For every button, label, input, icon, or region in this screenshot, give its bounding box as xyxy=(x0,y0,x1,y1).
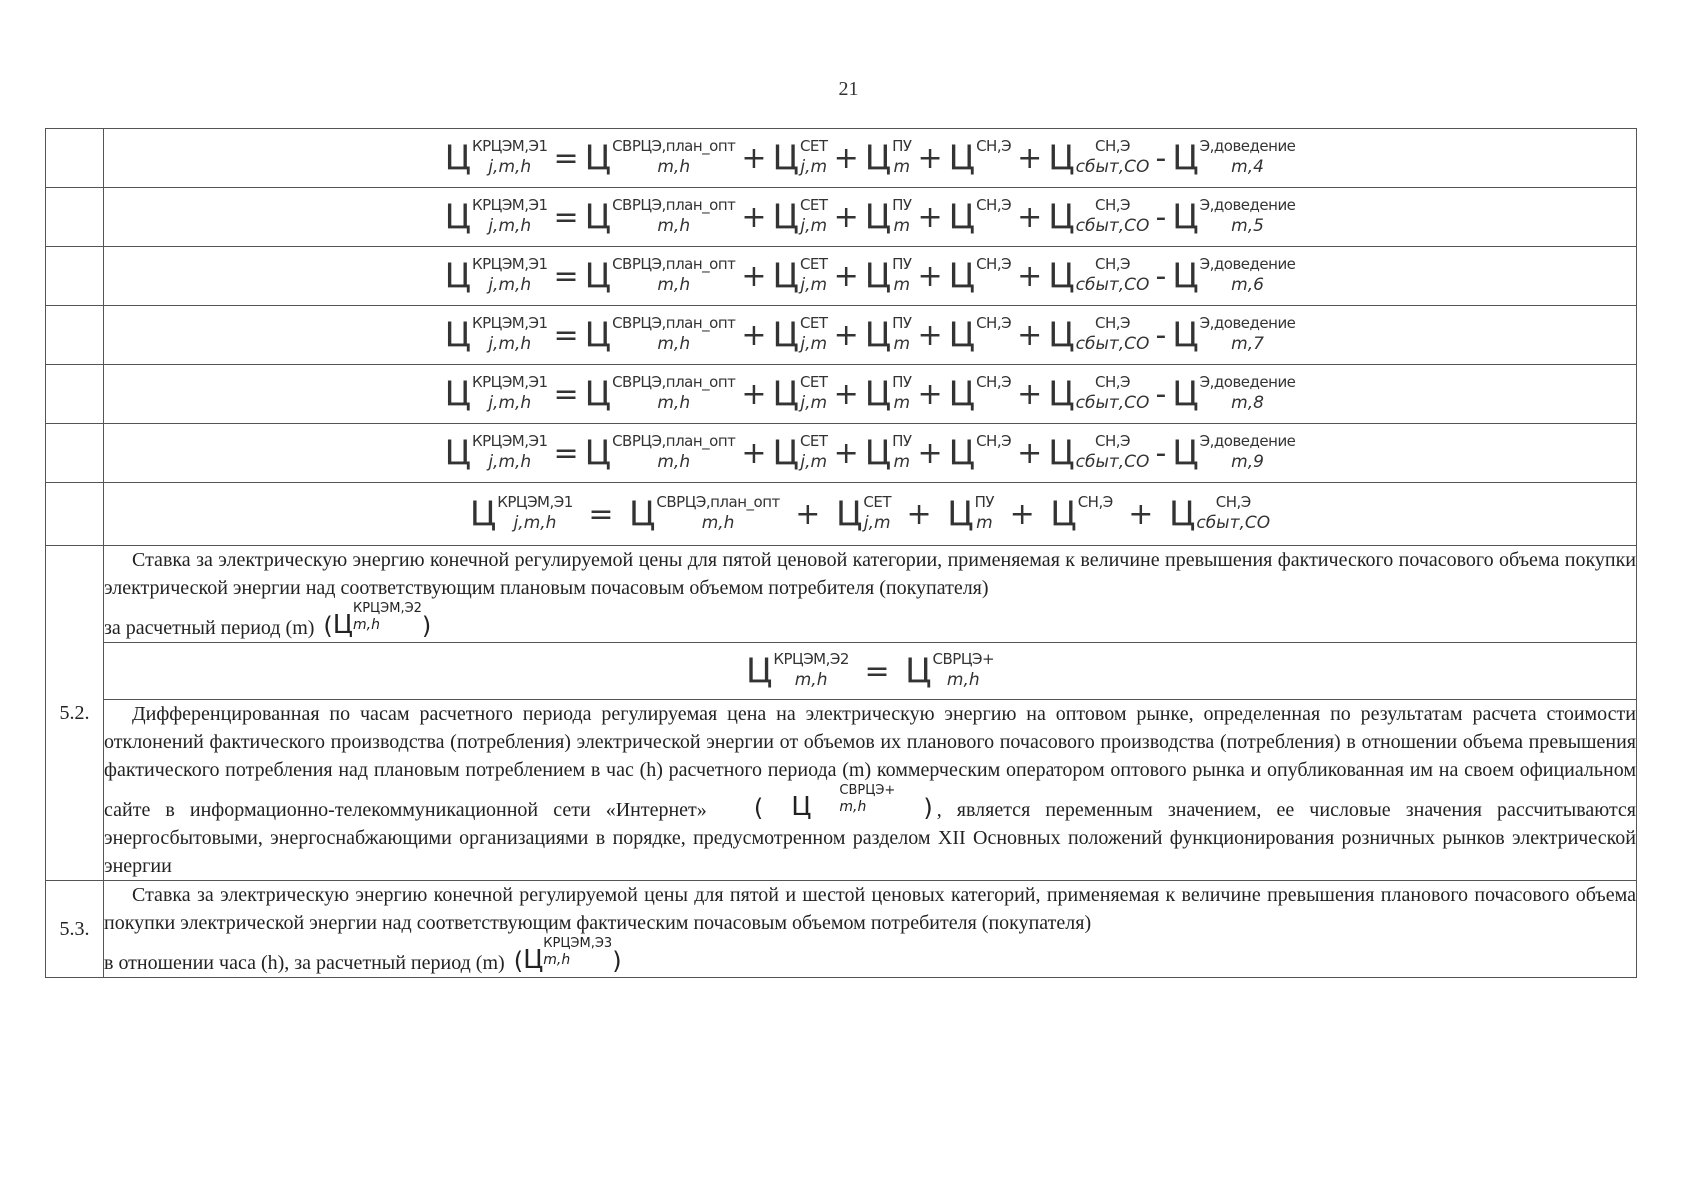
formula-e2: Ц КРЦЭМ,Э2 m,h = Ц СВРЦЭ+ m,h xyxy=(104,643,1637,700)
formula-row xyxy=(46,188,1637,247)
operator: + xyxy=(1017,140,1043,176)
formula-symbol: Ц СЕТ j,m xyxy=(772,196,828,237)
formula-symbol: Ц СВРЦЭ,план_опт m,h xyxy=(584,255,736,296)
formula-symbol: Ц Э,доведение m,6 xyxy=(1172,255,1296,296)
operator: + xyxy=(833,199,859,235)
operator: - xyxy=(1155,199,1167,235)
formula-symbol: Ц СН,Э xyxy=(948,432,1012,473)
operator: + xyxy=(833,376,859,412)
operator: + xyxy=(1017,435,1043,471)
operator: + xyxy=(1017,258,1043,294)
operator: = xyxy=(553,435,579,471)
formula-symbol: Ц СВРЦЭ,план_опт m,h xyxy=(584,373,736,414)
operator: = xyxy=(553,317,579,353)
formula-symbol: Ц СН,Э сбыт,СО xyxy=(1048,314,1150,355)
operator: - xyxy=(1155,435,1167,471)
operator: - xyxy=(1155,258,1167,294)
formula-symbol: Ц СВРЦЭ,план_опт m,h xyxy=(584,137,736,178)
operator: + xyxy=(917,317,943,353)
operator: + xyxy=(833,140,859,176)
operator: + xyxy=(741,258,767,294)
operator: + xyxy=(1017,199,1043,235)
operator: + xyxy=(917,376,943,412)
symbol-svrce-plus: ( Ц СВРЦЭ+ m,h ) xyxy=(753,783,933,822)
text-5-3: Ставка за электрическую энергию конечной регулируемой цены для пятой и шестой ценовых категорий, применяемая к величине превышения планового почасового объема покупки электрической энергии над соответствующим фактическим почасовым объемом потребителя (покупателя) в отношении часа (h), за расчетный период (m) ( Ц КРЦЭМ,Э3 m,h ) xyxy=(104,881,1637,978)
formula-symbol: Ц ПУ m xyxy=(864,314,912,355)
operator: + xyxy=(1017,317,1043,353)
formula-symbol: Ц КРЦЭМ,Э1 j,m,h xyxy=(444,255,548,296)
formula-symbol: Ц СН,Э xyxy=(948,137,1012,178)
operator: + xyxy=(741,376,767,412)
formula-symbol: Ц КРЦЭМ,Э1 j,m,h xyxy=(444,373,548,414)
document-table xyxy=(45,128,1637,978)
formula-final: Ц КРЦЭМ,Э1 j,m,h = Ц СВРЦЭ,план_опт m,h + Ц СЕТ j,m + Ц ПУ m + Ц СН,Э + Ц СН,Э сбыт,СО xyxy=(104,483,1637,546)
formula-symbol: Ц СН,Э сбыт,СО xyxy=(1048,137,1150,178)
formula xyxy=(104,424,1637,483)
formula-symbol: Ц ПУ m xyxy=(864,432,912,473)
number-cell xyxy=(46,188,104,247)
formula-symbol: Ц КРЦЭМ,Э1 j,m,h xyxy=(444,196,548,237)
formula-symbol: Ц СЕТ j,m xyxy=(772,255,828,296)
symbol-krcem-e3: ( Ц КРЦЭМ,Э3 m,h ) xyxy=(513,936,622,975)
operator: + xyxy=(741,435,767,471)
formula-symbol: Ц СН,Э xyxy=(948,255,1012,296)
operator: - xyxy=(1155,317,1167,353)
formula-symbol: Ц Э,доведение m,4 xyxy=(1172,137,1296,178)
formula-symbol: Ц СЕТ j,m xyxy=(772,373,828,414)
formula-symbol: Ц КРЦЭМ,Э1 j,m,h xyxy=(444,137,548,178)
formula-row xyxy=(46,365,1637,424)
formula-symbol: Ц Э,доведение m,9 xyxy=(1172,432,1296,473)
formula-symbol: Ц СВРЦЭ,план_опт m,h xyxy=(584,432,736,473)
formula-row xyxy=(46,424,1637,483)
operator: + xyxy=(1017,376,1043,412)
formula-row xyxy=(46,129,1637,188)
formula-symbol: Ц СН,Э xyxy=(948,196,1012,237)
operator: + xyxy=(741,317,767,353)
formula-symbol: Ц СВРЦЭ,план_опт m,h xyxy=(584,196,736,237)
formula-symbol: Ц КРЦЭМ,Э1 j,m,h xyxy=(444,432,548,473)
symbol-krcem-e2: ( Ц КРЦЭМ,Э2 m,h ) xyxy=(323,601,432,640)
row-5-3 xyxy=(46,881,1637,978)
number-cell-5-2: 5.2. xyxy=(46,546,104,881)
formula xyxy=(104,306,1637,365)
operator: - xyxy=(1155,376,1167,412)
number-cell xyxy=(46,129,104,188)
row-5-2-text xyxy=(46,700,1637,881)
formula xyxy=(104,188,1637,247)
number-cell xyxy=(46,365,104,424)
operator: + xyxy=(917,435,943,471)
formula-row-final xyxy=(46,483,1637,546)
page-number: 21 xyxy=(838,78,859,100)
number-cell xyxy=(46,247,104,306)
operator: + xyxy=(917,199,943,235)
formula-symbol: Ц ПУ m xyxy=(864,137,912,178)
formula-symbol: Ц СН,Э сбыт,СО xyxy=(1048,196,1150,237)
formula-symbol: Ц СН,Э сбыт,СО xyxy=(1048,373,1150,414)
operator: + xyxy=(833,317,859,353)
operator: + xyxy=(833,435,859,471)
formula-symbol: Ц СЕТ j,m xyxy=(772,432,828,473)
formula-symbol: Ц СН,Э сбыт,СО xyxy=(1048,432,1150,473)
formula-symbol: Ц Э,доведение m,8 xyxy=(1172,373,1296,414)
operator: + xyxy=(917,258,943,294)
formula-symbol: Ц Э,доведение m,7 xyxy=(1172,314,1296,355)
operator: + xyxy=(833,258,859,294)
formula-symbol: Ц СН,Э сбыт,СО xyxy=(1048,255,1150,296)
formula xyxy=(104,365,1637,424)
number-cell xyxy=(46,306,104,365)
row-5-1-text xyxy=(46,546,1637,643)
formula xyxy=(104,129,1637,188)
formula-row xyxy=(46,306,1637,365)
text-5-2: Дифференцированная по часам расчетного периода регулируемая цена на электрическую энергию на оптовом рынке, определенная по результатам расчета стоимости отклонений фактического производства (потребления) электрической энергии от объемов их планового почасового производства (потребления) в отношении объема превышения фактического потребления над плановым потреблением в час (h) расчетного периода (m) коммерческим оператором оптового рынка и опубликованная им на своем официальном сайте в информационно-телекоммуникационной сети «Интернет» ( Ц СВРЦЭ+ m,h ) , является переменным значением, ее числовые значения рассчитываются энергосбытовыми, энергоснабжающими организациями в порядке, предусмотренном разделом XII Основных положений функционирования розничных рынков электрической энергии xyxy=(104,700,1637,881)
formula xyxy=(104,247,1637,306)
formula-symbol: Ц ПУ m xyxy=(864,255,912,296)
operator: - xyxy=(1155,140,1167,176)
formula-symbol: Ц ПУ m xyxy=(864,373,912,414)
formula-symbol: Ц СВРЦЭ,план_опт m,h xyxy=(584,314,736,355)
number-cell-5-3: 5.3. xyxy=(46,881,104,978)
number-cell xyxy=(46,424,104,483)
formula-row xyxy=(46,247,1637,306)
formula-symbol: Ц СЕТ j,m xyxy=(772,137,828,178)
number-cell xyxy=(46,483,104,546)
formula-row-e2 xyxy=(46,643,1637,700)
formula-symbol: Ц КРЦЭМ,Э1 j,m,h xyxy=(444,314,548,355)
formula-symbol: Ц ПУ m xyxy=(864,196,912,237)
formula-symbol: Ц СН,Э xyxy=(948,373,1012,414)
operator: + xyxy=(741,140,767,176)
formula-symbol: Ц Э,доведение m,5 xyxy=(1172,196,1296,237)
operator: + xyxy=(917,140,943,176)
operator: = xyxy=(553,376,579,412)
operator: + xyxy=(741,199,767,235)
formula-symbol: Ц СЕТ j,m xyxy=(772,314,828,355)
text-5-1: Ставка за электрическую энергию конечной регулируемой цены для пятой ценовой категории, применяемая к величине превышения фактического почасового объема покупки электрической энергии над соответствующим плановым почасовым объемом потребителя (покупателя) за расчетный период (m) ( Ц КРЦЭМ,Э2 m,h ) xyxy=(104,546,1637,643)
formula-symbol: Ц СН,Э xyxy=(948,314,1012,355)
operator: = xyxy=(553,140,579,176)
operator: = xyxy=(553,258,579,294)
operator: = xyxy=(553,199,579,235)
